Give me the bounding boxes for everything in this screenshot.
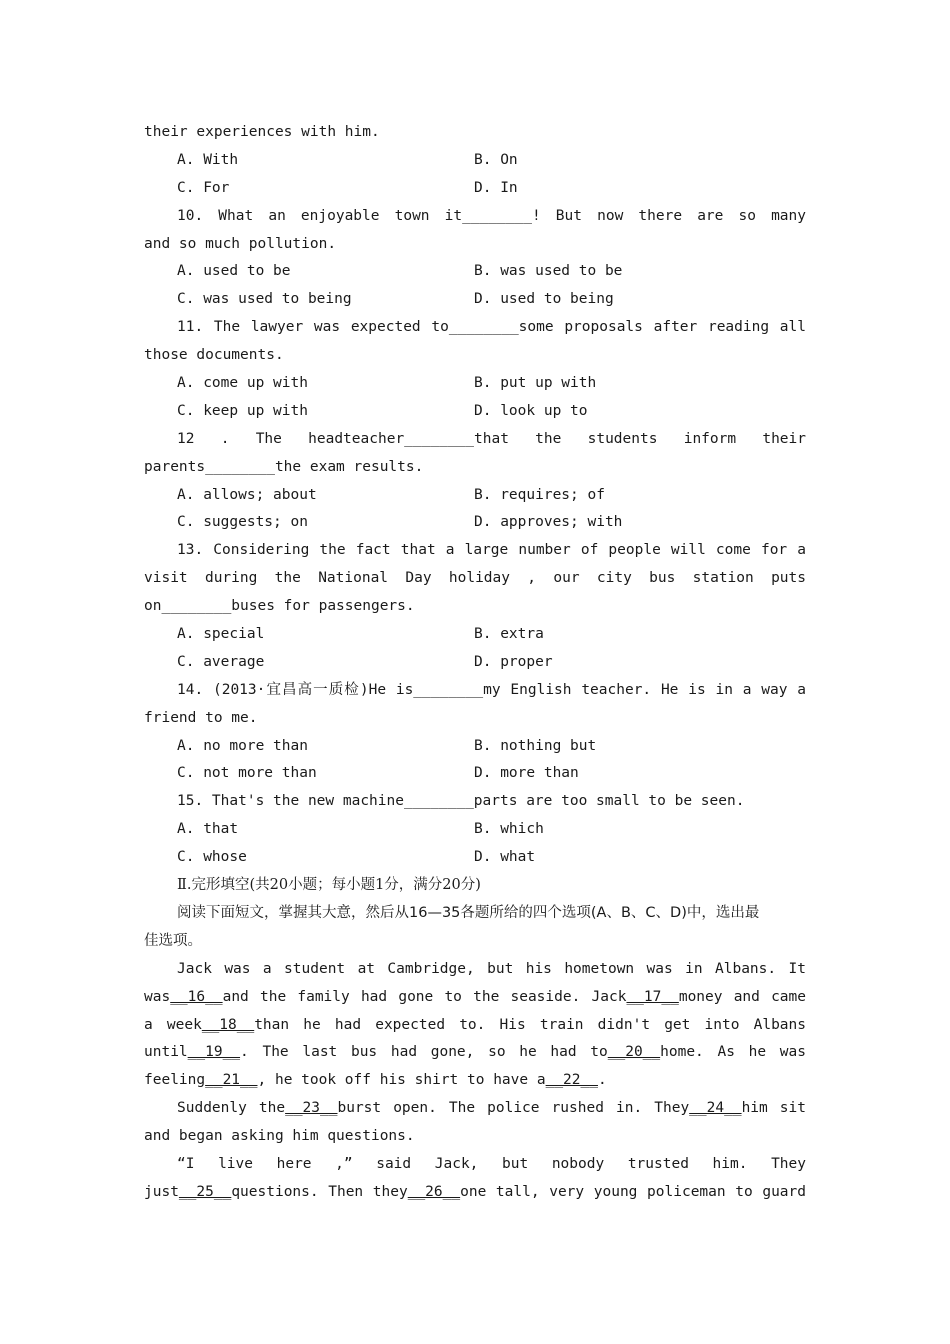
passage-text: a week [144, 1016, 202, 1033]
q10-option-b: B. was used to be [474, 263, 623, 280]
q11-option-b: B. put up with [474, 375, 597, 392]
blank-23: __23__ [285, 1100, 338, 1117]
passage-text: him sit [741, 1100, 806, 1117]
q12-option-c: C. suggests; on [177, 514, 308, 531]
blank-17: __17__ [626, 988, 679, 1005]
page-content [144, 119, 806, 1207]
passage-text: than he had expected to. His train didn't get into Albans [254, 1016, 806, 1033]
blank-16: __16__ [170, 988, 223, 1005]
q14-options-row-2 [144, 760, 806, 788]
q11-options-row-2 [144, 398, 806, 426]
q13-option-b: B. extra [474, 626, 544, 643]
q12-stem-line-1: 12 . The headteacher________that the students inform their [177, 430, 806, 447]
q11-option-d: D. look up to [474, 402, 588, 419]
blank-18: __18__ [201, 1016, 255, 1033]
blank-21: __21__ [205, 1072, 258, 1089]
q15-option-a: A. that [177, 821, 239, 838]
q9-option-b: B. On [474, 151, 518, 168]
q10-options-row-2 [144, 286, 806, 314]
section-instructions-line-2: 佳选项。 [144, 932, 202, 949]
q10-option-c: C. was used to being [177, 291, 352, 308]
q9-options-row-1 [144, 147, 806, 175]
q9-option-c: C. For [177, 179, 230, 196]
q15-option-c: C. whose [177, 849, 247, 866]
q13-stem-line-3: on________buses for passengers. [144, 598, 415, 615]
passage-line-3 [144, 1012, 806, 1040]
q13-option-d: D. proper [474, 653, 553, 670]
q12-options-row-2 [144, 509, 806, 537]
passage-line-6 [144, 1095, 806, 1123]
passage-text: feeling [144, 1072, 206, 1089]
blank-20: __20__ [607, 1044, 661, 1061]
q15-option-b: B. which [474, 821, 544, 838]
passage-line-5 [144, 1067, 806, 1095]
q14-stem-line-2: friend to me. [144, 709, 258, 726]
q11-stem-line-1: 11. The lawyer was expected to________some proposals after reading all [177, 319, 806, 336]
q14-option-c: C. not more than [177, 765, 317, 782]
passage-line-8: “I live here ,” said Jack, but nobody trusted him. They [177, 1155, 806, 1172]
q12-options-row-1 [144, 482, 806, 510]
q11-stem-line-2: those documents. [144, 347, 284, 364]
passage-text: questions. Then they [231, 1183, 408, 1200]
q12-option-a: A. allows; about [177, 486, 317, 503]
blank-19: __19__ [187, 1044, 241, 1061]
passage-text: , he took off his shirt to have a [257, 1072, 546, 1089]
q14-option-b: B. nothing but [474, 737, 597, 754]
q11-options-row-1 [144, 370, 806, 398]
section-heading: Ⅱ.完形填空(共20小题；每小题1分，满分20分) [177, 877, 481, 894]
q10-stem-line-1: 10. What an enjoyable town it________! But now there are so many [177, 207, 806, 224]
q13-option-a: A. special [177, 626, 265, 643]
q12-option-b: B. requires; of [474, 486, 605, 503]
q10-stem-line-2: and so much pollution. [144, 235, 337, 252]
q9-tail: their experiences with him. [144, 124, 380, 140]
blank-24: __24__ [689, 1100, 742, 1117]
section-instructions-line-1: 阅读下面短文，掌握其大意，然后从16—35各题所给的四个选项(A、B、C、D)中，选出最 [177, 904, 760, 921]
q10-option-d: D. used to being [474, 291, 614, 308]
q14-stem-line-1: 14. (2013·宜昌高一质检)He is________my English teacher. He is in a way a [177, 681, 806, 698]
q13-stem-line-1: 13. Considering the fact that a large number of people will come for a [177, 542, 806, 559]
passage-text: . The last bus had gone, so he had to [240, 1044, 608, 1061]
passage-line-9 [144, 1179, 806, 1207]
q13-option-c: C. average [177, 653, 265, 670]
q9-option-a: A. With [177, 151, 239, 168]
q13-stem-line-2: visit during the National Day holiday , our city bus station puts [144, 570, 806, 587]
q9-options-row-2 [144, 175, 806, 203]
passage-text: burst open. The police rushed in. They [337, 1100, 690, 1117]
passage-line-1: Jack was a student at Cambridge, but his hometown was in Albans. It [177, 960, 806, 977]
passage-line-7: and began asking him questions. [144, 1128, 415, 1145]
passage-text: Suddenly the [177, 1100, 286, 1117]
passage-text: and the family had gone to the seaside. Jack [222, 988, 627, 1005]
q15-stem-line-1: 15. That's the new machine________parts are too small to be seen. [177, 793, 745, 810]
q12-stem-line-2: parents________the exam results. [144, 458, 424, 475]
q15-options-row-1 [144, 816, 806, 844]
q13-options-row-2 [144, 649, 806, 677]
q14-option-d: D. more than [474, 765, 579, 782]
blank-25: __25__ [178, 1183, 232, 1200]
q11-option-c: C. keep up with [177, 402, 308, 419]
passage-text: one tall, very young policeman to guard [460, 1183, 806, 1200]
q15-options-row-2 [144, 844, 806, 872]
passage-text: . [597, 1072, 607, 1089]
q13-options-row-1 [144, 621, 806, 649]
passage-line-2 [144, 984, 806, 1012]
passage-text: money and came [678, 988, 806, 1005]
q11-option-a: A. come up with [177, 375, 308, 392]
passage-line-4 [144, 1039, 806, 1067]
blank-22: __22__ [545, 1072, 598, 1089]
q9-option-d: D. In [474, 179, 518, 196]
q14-options-row-1 [144, 733, 806, 761]
passage-text: just [144, 1183, 179, 1200]
passage-text: home. As he was [660, 1044, 806, 1061]
q10-options-row-1 [144, 258, 806, 286]
q14-option-a: A. no more than [177, 737, 308, 754]
q15-option-d: D. what [474, 849, 536, 866]
q10-option-a: A. used to be [177, 263, 291, 280]
passage-text: was [144, 988, 171, 1005]
blank-26: __26__ [407, 1183, 461, 1200]
q12-option-d: D. approves; with [474, 514, 623, 531]
passage-text: until [144, 1044, 188, 1061]
